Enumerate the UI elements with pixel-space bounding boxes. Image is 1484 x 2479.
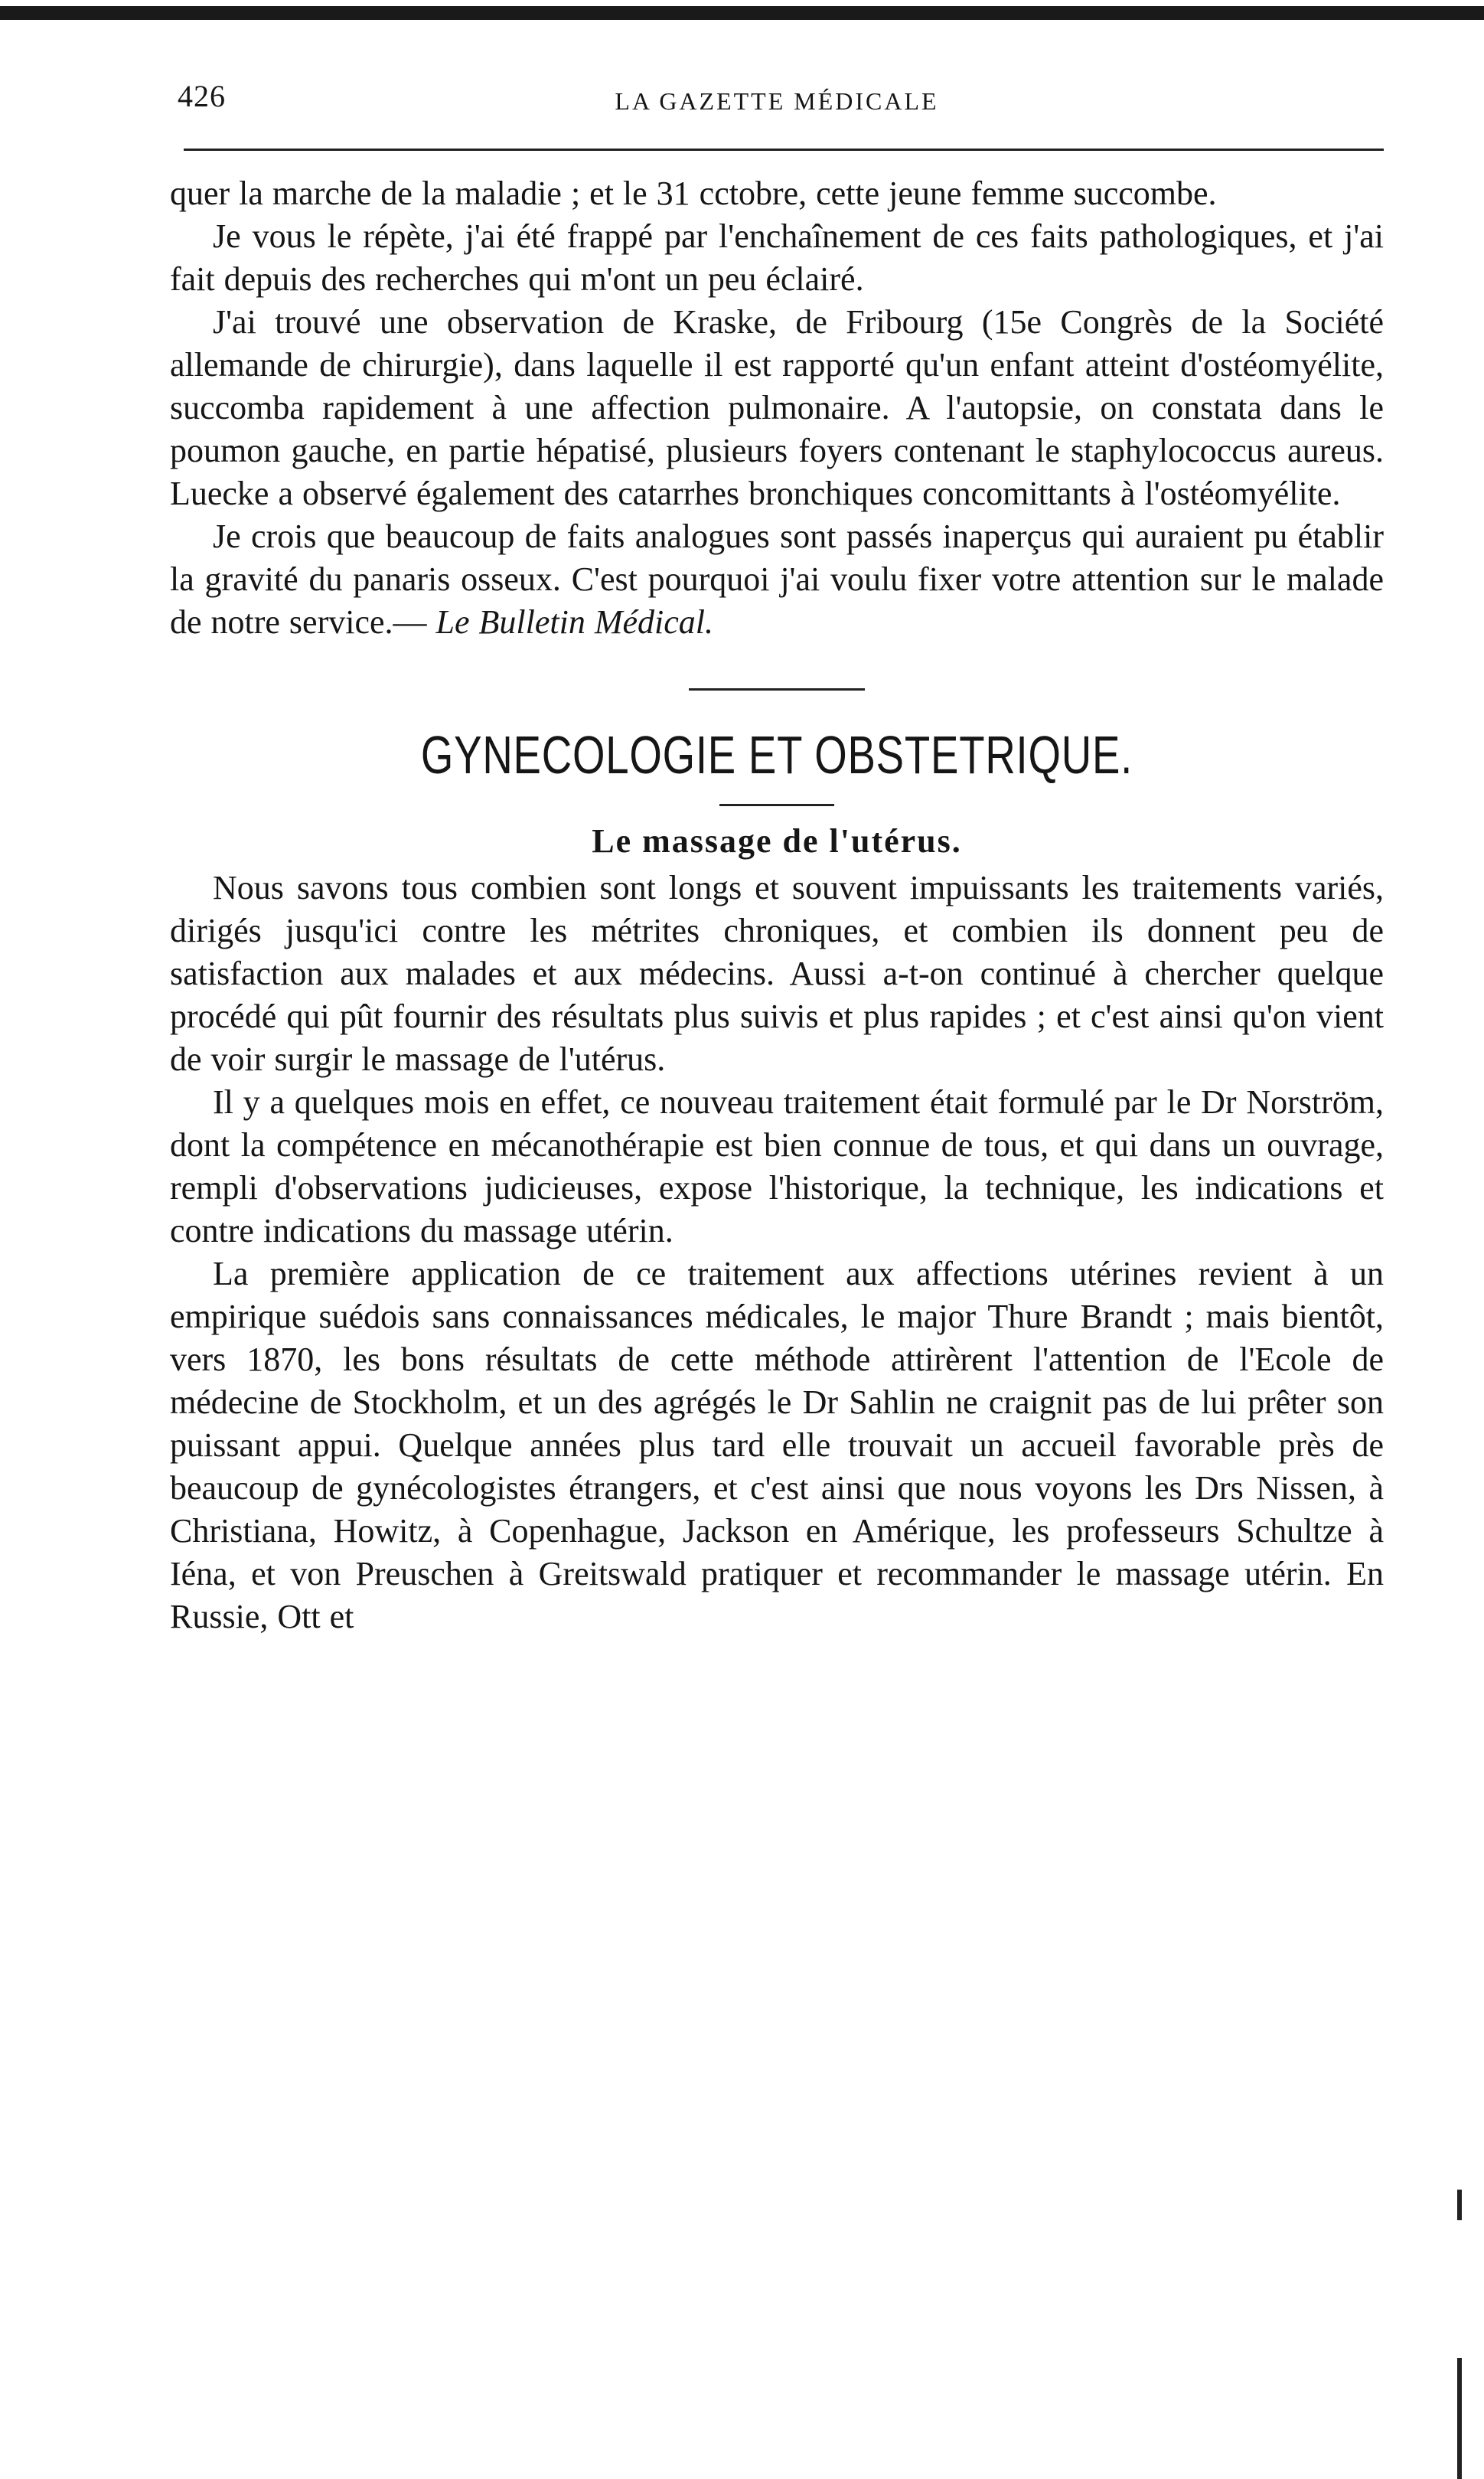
page-number: 426 (178, 79, 226, 113)
scan-mark (1457, 2190, 1462, 2220)
section-title: GYNECOLOGIE ET OBSTETRIQUE. (420, 725, 1133, 785)
paragraph: Je vous le répète, j'ai été frappé par l'enchaînement de ces faits pathologiques, et j'ai fait depuis des recherches qui m'ont un peu éclairé. (170, 217, 1384, 298)
section-divider (689, 688, 865, 691)
header-rule (184, 149, 1384, 151)
paragraph: J'ai trouvé une observation de Kraske, de Fribourg (15e Congrès de la Société allemande de chirurgie), dans laquelle il est rapporté qu'un enfant atteint d'ostéomyélite, succomba rapidement à une affection pulmonaire. A l'autopsie, on constata dans le poumon gauche, en partie hépatisé, plusieurs foyers contenant le staphylococcus aureus. Luecke a observé également des catarrhes bronchiques concomittants à l'ostéomyélite. (170, 303, 1384, 512)
article-subtitle: Le massage de l'utérus. (592, 822, 962, 860)
scan-mark (1457, 2358, 1462, 2479)
running-title: LA GAZETTE MÉDICALE (615, 87, 939, 115)
paragraph: Nous savons tous combien sont longs et souvent impuissants les traitements variés, dirigés jusqu'ici contre les métrites chroniques, et combien ils donnent peu de satisfaction aux malades et aux médecins. Aussi a-t-on continué à chercher quelque procédé qui pût fournir des résultats plus suivis et plus rapides ; et c'est ainsi qu'on vient de voir surgir le massage de l'utérus. (170, 869, 1384, 1078)
page-header (170, 61, 1384, 130)
paragraph-text: Je crois que beaucoup de faits analogues sont passés inaperçus qui auraient pu établir la gravité du panaris osseux. C'est pourquoi j'ai voulu fixer votre attention sur le malade de notre service.— (170, 518, 1384, 641)
document-page (170, 61, 1384, 1638)
paragraph: La première application de ce traitement aux affections utérines revient à un empirique suédois sans connaissances médicales, le major Thure Brandt ; mais bientôt, vers 1870, les bons résultats de cette méthode attirèrent l'attention de l'Ecole de médecine de Stockholm, et un des agrégés le Dr Sahlin ne craignit pas de lui prêter son puissant appui. Quelque années plus tard elle trouvait un accueil favorable près de beaucoup de gynécologistes étrangers, et c'est ainsi que nous voyons les Drs Nissen, à Christiana, Howitz, à Copenhague, Jackson en Amérique, les professeurs Schultze à Iéna, et von Preuschen à Greitswald pratiquer et recommander le massage utérin. En Russie, Ott et (170, 1255, 1384, 1635)
page-top-edge (0, 6, 1484, 20)
title-rule (719, 804, 834, 806)
paragraph-with-citation (170, 515, 1384, 644)
paragraph-continuation: quer la marche de la maladie ; et le 31 cctobre, cette jeune femme succombe. (170, 175, 1217, 212)
citation: Le Bulletin Médical. (435, 603, 713, 641)
scan-edge-marks (1454, 1761, 1463, 2479)
paragraph: Il y a quelques mois en effet, ce nouveau traitement était formulé par le Dr Norström, dont la compétence en mécanothérapie est bien connue de tous, et qui dans un ouvrage, rempli d'observations judicieuses, expose l'historique, la technique, les indications et contre indications du massage utérin. (170, 1083, 1384, 1249)
